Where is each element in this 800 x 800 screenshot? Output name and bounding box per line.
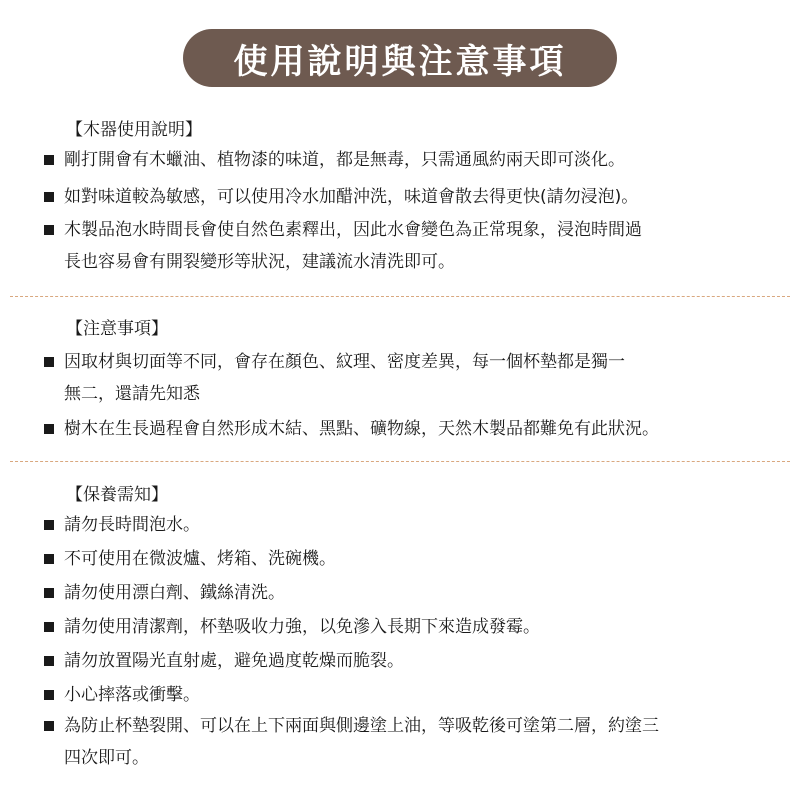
list-item [44, 346, 764, 410]
list-item [44, 577, 764, 609]
bullet-square-icon [44, 588, 54, 598]
list-item-text-continued: 四次即可。 [64, 748, 149, 768]
bullet-square-icon [44, 520, 54, 530]
list-item-text: 請勿使用清潔劑，杯墊吸收力強，以免滲入長期下來造成發霉。 [64, 617, 540, 637]
list-item-text: 木製品泡水時間長會使自然色素釋出，因此水會變色為正常現象，浸泡時間過 [64, 220, 642, 240]
section-heading-care: 【保養需知】 [66, 485, 168, 505]
bullet-square-icon [44, 424, 54, 434]
list-item-text: 不可使用在微波爐、烤箱、洗碗機。 [64, 549, 336, 569]
dashed-divider [10, 296, 790, 297]
list-item [44, 710, 764, 774]
list-item-text: 請勿放置陽光直射處，避免過度乾燥而脆裂。 [64, 651, 404, 671]
section-heading-notes: 【注意事項】 [66, 319, 168, 339]
page-title: 使用說明與注意事項 [183, 29, 617, 87]
list-item-text: 如對味道較為敏感，可以使用冷水加醋沖洗，味道會散去得更快(請勿浸泡)。 [64, 187, 639, 207]
list-item [44, 645, 764, 677]
list-item-text-continued: 長也容易會有開裂變形等狀況，建議流水清洗即可。 [64, 252, 455, 272]
list-item [44, 543, 764, 575]
list-item [44, 679, 764, 711]
bullet-square-icon [44, 622, 54, 632]
bullet-square-icon [44, 155, 54, 165]
dashed-divider [10, 461, 790, 462]
list-item [44, 144, 764, 176]
bullet-square-icon [44, 192, 54, 202]
list-item [44, 509, 764, 541]
list-item-text: 請勿使用漂白劑、鐵絲清洗。 [64, 583, 285, 603]
list-item-text: 為防止杯墊裂開、可以在上下兩面與側邊塗上油，等吸乾後可塗第二層，約塗三 [64, 716, 659, 736]
list-item-text-continued: 無二，還請先知悉 [64, 384, 200, 404]
bullet-square-icon [44, 357, 54, 367]
list-item [44, 214, 764, 278]
list-item-text: 因取材與切面等不同，會存在顏色、紋理、密度差異，每一個杯墊都是獨一 [64, 352, 625, 372]
bullet-square-icon [44, 656, 54, 666]
bullet-square-icon [44, 554, 54, 564]
list-item [44, 611, 764, 643]
section-heading-wood-usage: 【木器使用說明】 [66, 120, 202, 140]
bullet-square-icon [44, 225, 54, 235]
bullet-square-icon [44, 721, 54, 731]
list-item-text: 小心摔落或衝擊。 [64, 685, 200, 705]
list-item-text: 請勿長時間泡水。 [64, 515, 200, 535]
list-item [44, 181, 764, 213]
list-item-text: 剛打開會有木蠟油、植物漆的味道，都是無毒，只需通風約兩天即可淡化。 [64, 150, 625, 170]
list-item-text: 樹木在生長過程會自然形成木結、黑點、礦物線，天然木製品都難免有此狀況。 [64, 419, 659, 439]
bullet-square-icon [44, 690, 54, 700]
list-item [44, 413, 764, 445]
